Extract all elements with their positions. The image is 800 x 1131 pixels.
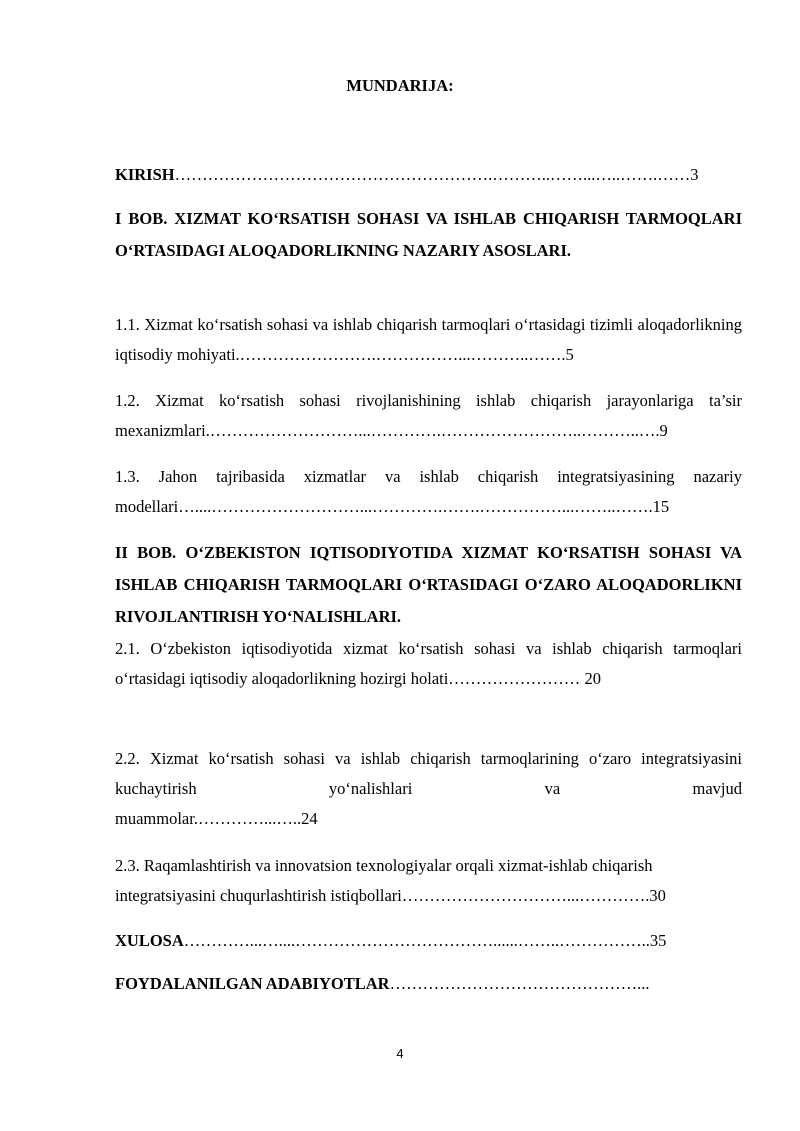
toc-label: FOYDALANILGAN ADABIYOTLAR <box>115 974 390 993</box>
toc-leader: ………………………………………………….………..……...…..…….…… <box>174 165 691 184</box>
toc-section-text-cont: muammolar.…………...…..24 <box>115 809 318 828</box>
toc-section-2-3[interactable] <box>115 851 742 911</box>
toc-section-1-2[interactable]: 1.2. Xizmat ko‘rsatish sohasi rivojlanishining ishlab chiqarish jarayonlariga ta’sir mexanizmlari.………………………...………….……………………..………..….9 <box>115 391 742 440</box>
toc-page-number: 3 <box>690 165 699 184</box>
toc-section-2-2[interactable] <box>115 744 742 834</box>
toc-leader: ………………………………………... <box>389 974 650 993</box>
toc-chapter-1[interactable]: I BOB. XIZMAT KO‘RSATISH SOHASI VA ISHLAB CHIQARISH TARMOQLARI O‘RTASIDAGI ALOQADORLIKNING NAZARIY ASOSLARI. <box>115 209 742 260</box>
toc-section-text: 2.1. O‘zbekiston iqtisodiyotida xizmat ko‘rsatish sohasi va ishlab chiqarish tarmoqlari o‘rtasidagi iqtisodiy aloqadorlikning hozirgi holati…………………… <box>115 639 742 688</box>
toc-chapter-2[interactable]: II BOB. O‘ZBEKISTON IQTISODIYOTIDA XIZMAT KO‘RSATISH SOHASI VA ISHLAB CHIQARISH TARMOQLARI O‘RTASIDAGI O‘ZARO ALOQADORLIKNI RIVOJLANTIRISH YO‘NALISHLARI. <box>115 543 742 626</box>
toc-leader: …………...…....………………………………......……..……………..35 <box>183 931 667 950</box>
toc-label: XULOSA <box>115 931 184 950</box>
toc-section-text: 2.2. Xizmat ko‘rsatish sohasi va ishlab chiqarish tarmoqlarining o‘zaro integratsiyasini kuchaytirish yo‘nalishlari va mavjud <box>115 749 742 798</box>
toc-section-1-1[interactable]: 1.1. Xizmat ko‘rsatish sohasi va ishlab chiqarish tarmoqlari o‘rtasidagi tizimli aloqadorlikning iqtisodiy mohiyati.…………………….……………...………..…….5 <box>115 315 742 364</box>
toc-section-1-3[interactable]: 1.3. Jahon tajribasida xizmatlar va ishlab chiqarish integratsiyasining nazariy modellari…....………………………...………….…….……………...……..…….15 <box>115 467 742 516</box>
toc-entry-adabiyotlar[interactable] <box>115 969 742 999</box>
toc-section-text: 2.3. Raqamlashtirish va innovatsion texnologiyalar orqali xizmat-ishlab chiqarish <box>115 856 653 875</box>
page-title: MUNDARIJA: <box>346 76 454 95</box>
toc-entry-xulosa[interactable] <box>115 926 742 956</box>
toc-section-2-1[interactable] <box>115 634 742 694</box>
toc-entry-kirish[interactable] <box>115 160 742 190</box>
toc-page-number: 20 <box>584 669 601 688</box>
toc-section-text-cont: integratsiyasini chuqurlashtirish istiqbollari…………………………...………….30 <box>115 886 666 905</box>
page-number: 4 <box>396 1046 404 1061</box>
toc-label: KIRISH <box>115 165 175 184</box>
